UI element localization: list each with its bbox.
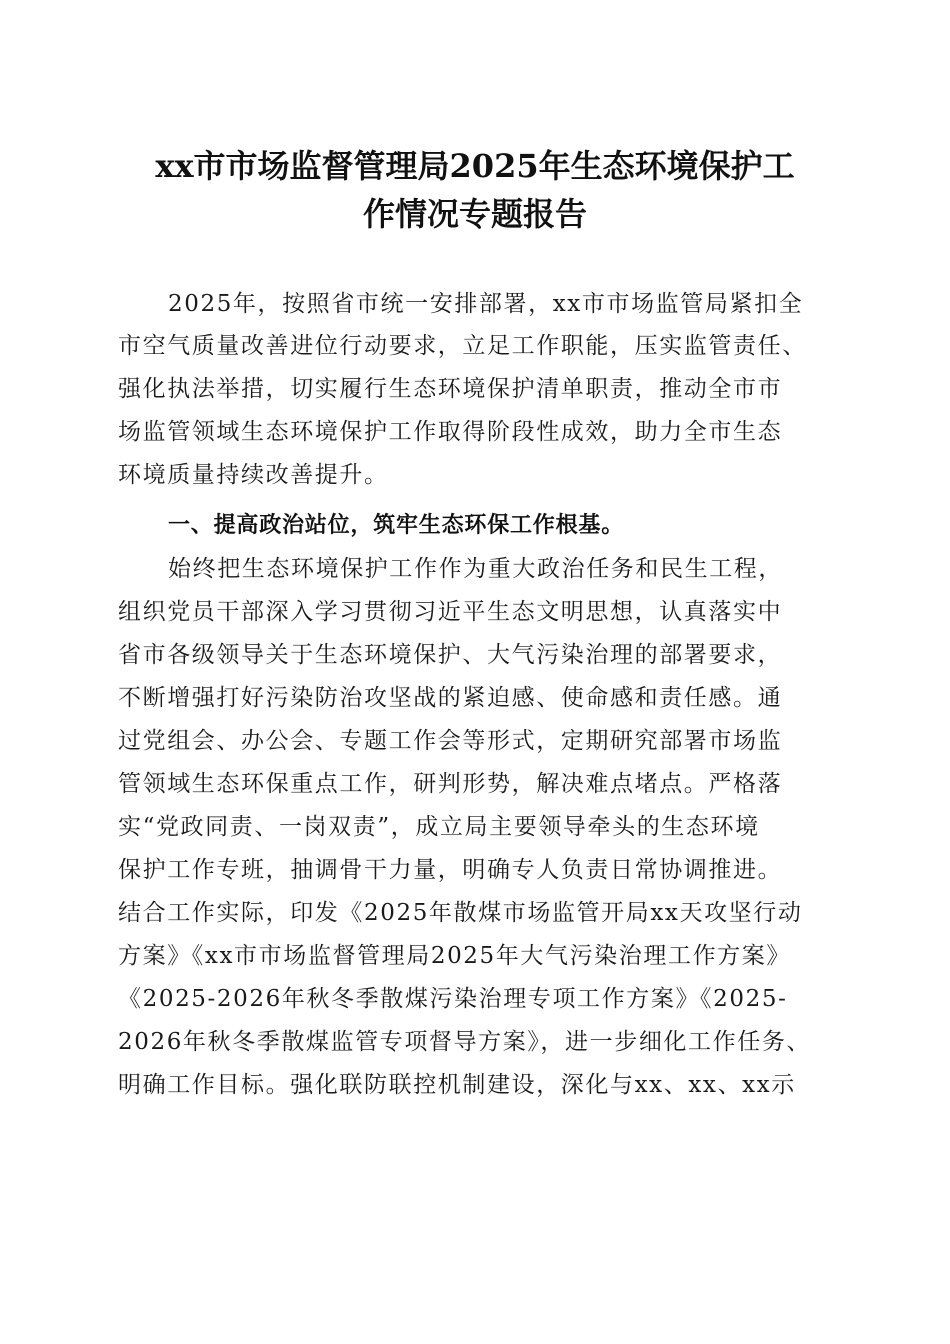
section-heading-1: 一、提高政治站位，筑牢生态环保工作根基。 (168, 513, 625, 538)
body-paragraph-line: 《2025-2026年秋冬季散煤污染治理专项工作方案》《2025- (118, 986, 788, 1012)
intro-paragraph-line: 2025年，按照省市统一安排部署，xx市市场监管局紧扣全 (168, 291, 804, 317)
body-paragraph-line: 方案》《xx市市场监督管理局2025年大气污染治理工作方案》 (118, 943, 791, 969)
intro-paragraph-line: 环境质量持续改善提升。 (118, 462, 389, 488)
document-title (110, 142, 840, 238)
body-paragraph-line: 省市各级领导关于生态环境保护、大气污染治理的部署要求， (118, 642, 783, 668)
intro-paragraph-line: 市空气质量改善进位行动要求，立足工作职能，压实监管责任、 (118, 333, 807, 359)
body-paragraph-line: 过党组会、办公会、专题工作会等形式，定期研究部署市场监 (118, 728, 783, 754)
body-paragraph-line: 2026年秋冬季散煤监管专项督导方案》，进一步细化工作任务、 (118, 1029, 812, 1055)
body-paragraph-line: 始终把生态环境保护工作作为重大政治任务和民生工程， (168, 556, 783, 582)
body-paragraph-line: 组织党员干部深入学习贯彻习近平生态文明思想，认真落实中 (118, 599, 783, 625)
body-paragraph-line: 结合工作实际，印发《2025年散煤市场监管开局xx天攻坚行动 (118, 900, 803, 926)
title-line-2: 作情况专题报告 (362, 195, 587, 233)
body-paragraph-line: 保护工作专班，抽调骨干力量，明确专人负责日常协调推进。 (118, 857, 783, 883)
body-paragraph-line: 实“党政同责、一岗双责”，成立局主要领导牵头的生态环境 (118, 814, 760, 840)
body-paragraph-line: 明确工作目标。强化联防联控机制建设，深化与xx、xx、xx示 (118, 1072, 796, 1098)
body-paragraph-line: 管领域生态环保重点工作，研判形势，解决难点堵点。严格落 (118, 771, 783, 797)
title-line-1: xx市市场监督管理局2025年生态环境保护工 (155, 147, 795, 185)
intro-paragraph-line: 强化执法举措，切实履行生态环境保护清单职责，推动全市市 (118, 376, 783, 402)
intro-paragraph-line: 场监管领域生态环境保护工作取得阶段性成效，助力全市生态 (118, 419, 783, 445)
body-paragraph-line: 不断增强打好污染防治攻坚战的紧迫感、使命感和责任感。通 (118, 685, 783, 711)
